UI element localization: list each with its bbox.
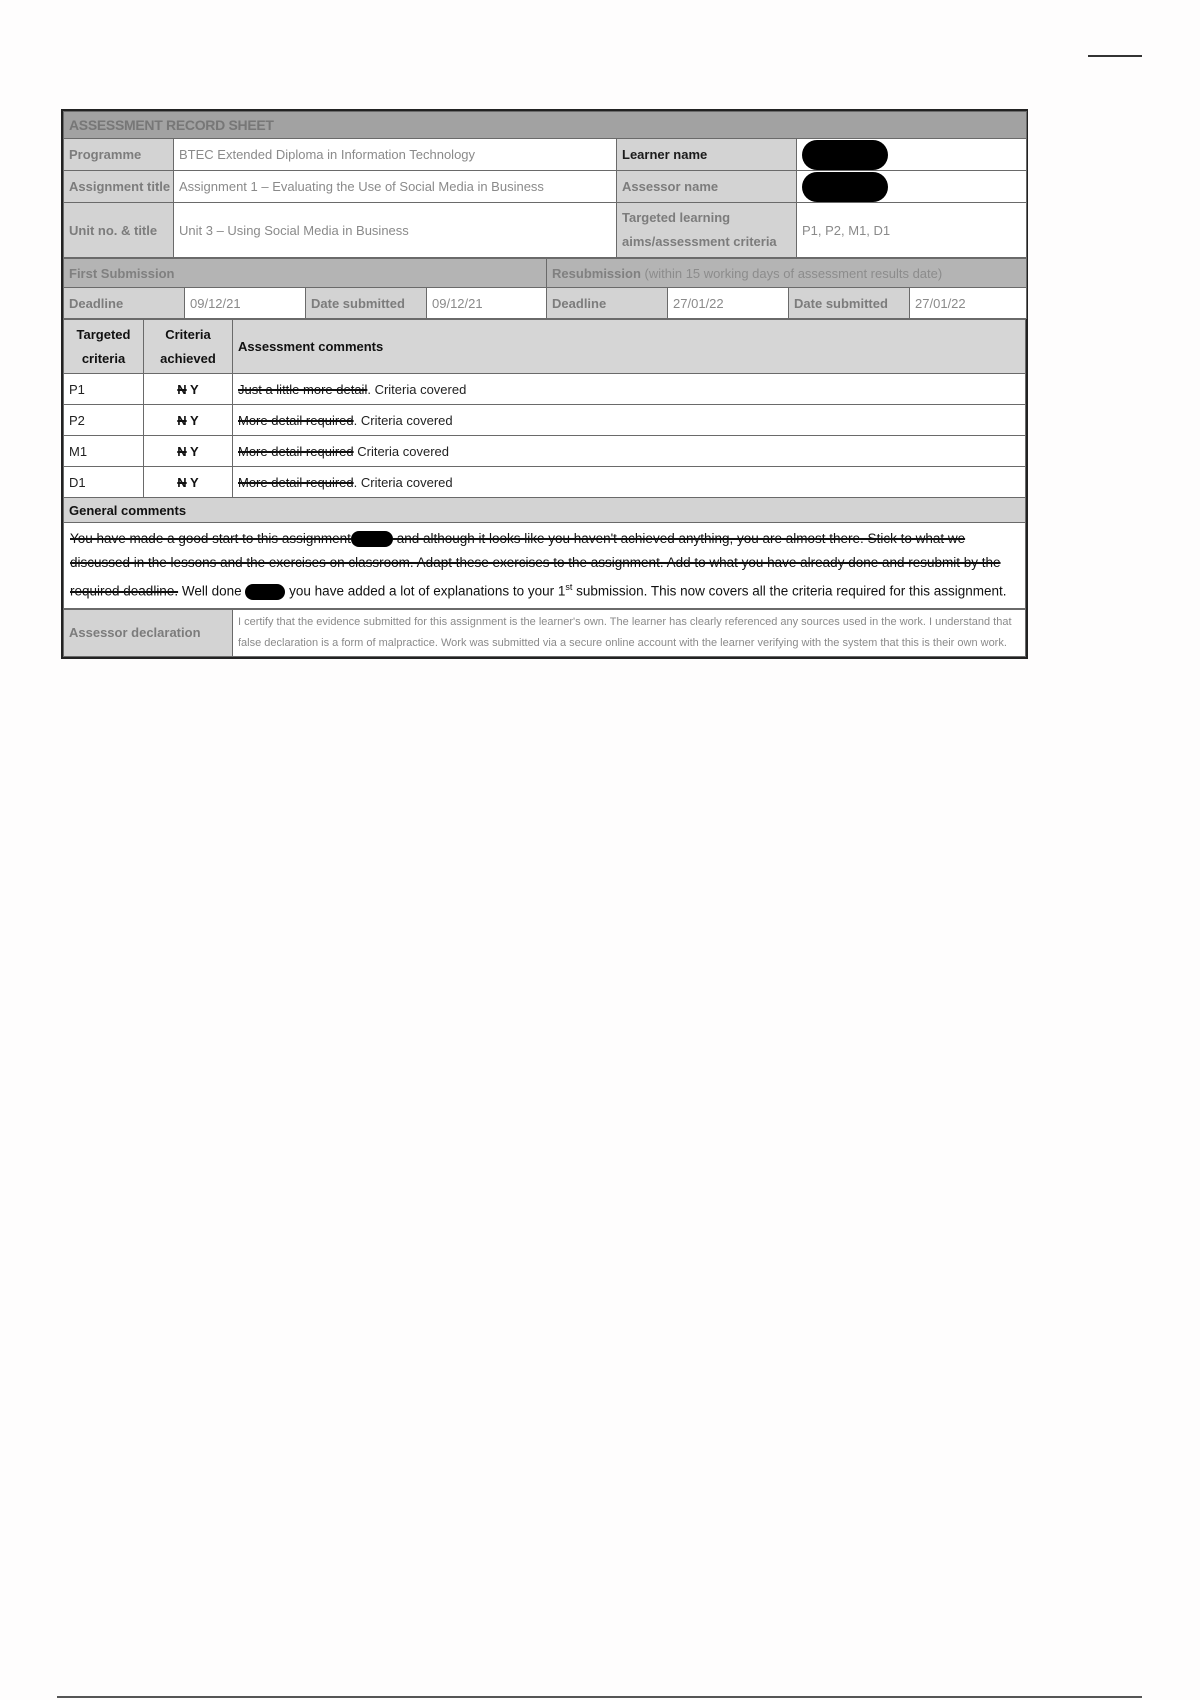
col-header-assessment-comments: Assessment comments bbox=[233, 320, 1026, 374]
first-deadline-label: Deadline bbox=[64, 288, 185, 319]
comment-text: . Criteria covered bbox=[353, 474, 453, 490]
struck-comment: More detail required bbox=[238, 474, 354, 490]
resubmission-label: Resubmission bbox=[552, 265, 641, 281]
general-text-3: submission. This now covers all the criteria required for this assignment. bbox=[572, 583, 1007, 599]
table-row bbox=[64, 374, 1026, 405]
general-text-1: Well done bbox=[178, 583, 242, 599]
criteria-table bbox=[63, 319, 1026, 609]
assessment-record-sheet bbox=[61, 109, 1028, 659]
struck-general-1: You have made a good start to this assignment bbox=[70, 531, 351, 546]
struck-achieved: N bbox=[177, 443, 187, 459]
general-comments-label: General comments bbox=[64, 498, 1026, 523]
comment-text: Criteria covered bbox=[353, 443, 449, 459]
redaction-mark bbox=[351, 531, 393, 547]
assessment-comment bbox=[233, 405, 1026, 436]
redaction-mark bbox=[802, 140, 888, 170]
table-row bbox=[64, 405, 1026, 436]
criteria-achieved bbox=[144, 374, 233, 405]
criteria-achieved bbox=[144, 405, 233, 436]
struck-achieved: N bbox=[177, 381, 187, 397]
first-submission-header: First Submission bbox=[64, 259, 547, 288]
criteria-code: P2 bbox=[64, 405, 144, 436]
assessor-name-value bbox=[797, 171, 1027, 203]
redaction-mark bbox=[245, 584, 285, 600]
assessor-declaration-label: Assessor declaration bbox=[64, 609, 233, 656]
comment-text: . Criteria covered bbox=[353, 412, 453, 428]
submission-table bbox=[63, 258, 1027, 319]
assessment-comment bbox=[233, 436, 1026, 467]
struck-comment: More detail required bbox=[238, 443, 354, 459]
learner-name-value bbox=[797, 139, 1027, 171]
first-deadline-value: 09/12/21 bbox=[185, 288, 306, 319]
comment-text: . Criteria covered bbox=[367, 381, 467, 397]
first-date-submitted-label: Date submitted bbox=[306, 288, 427, 319]
resub-deadline-value: 27/01/22 bbox=[668, 288, 789, 319]
struck-general-2: and although it looks like you haven't achieved anything, you are almost there. Stick to what we discussed in the lessons and the exercises on classroom. Adapt these exercises to the assignment. Add to what you have already done and resubmit by the required deadline. bbox=[70, 531, 1001, 599]
col-header-targeted-criteria: Targeted criteria bbox=[64, 320, 144, 374]
criteria-code: P1 bbox=[64, 374, 144, 405]
struck-comment: More detail required bbox=[238, 412, 354, 428]
resubmission-note: (within 15 working days of assessment results date) bbox=[644, 265, 943, 281]
col-header-criteria-achieved: Criteria achieved bbox=[144, 320, 233, 374]
general-superscript: st bbox=[565, 582, 573, 592]
programme-value: BTEC Extended Diploma in Information Technology bbox=[174, 139, 617, 171]
criteria-achieved bbox=[144, 467, 233, 498]
table-row bbox=[64, 467, 1026, 498]
resub-date-submitted-label: Date submitted bbox=[789, 288, 910, 319]
targeted-criteria-value: P1, P2, M1, D1 bbox=[797, 203, 1027, 258]
achieved-value: Y bbox=[190, 412, 199, 428]
struck-achieved: N bbox=[177, 474, 187, 490]
sheet-title: ASSESSMENT RECORD SHEET bbox=[64, 112, 1027, 139]
achieved-value: Y bbox=[190, 443, 199, 459]
assessor-name-label: Assessor name bbox=[617, 171, 797, 203]
learner-name-label: Learner name bbox=[617, 139, 797, 171]
struck-comment: Just a little more detail bbox=[238, 381, 368, 397]
first-date-submitted-value: 09/12/21 bbox=[427, 288, 547, 319]
top-rule bbox=[1088, 55, 1142, 57]
table-row bbox=[64, 436, 1026, 467]
achieved-value: Y bbox=[190, 474, 199, 490]
assessment-comment bbox=[233, 374, 1026, 405]
assignment-title-value: Assignment 1 – Evaluating the Use of Social Media in Business bbox=[174, 171, 617, 203]
criteria-code: D1 bbox=[64, 467, 144, 498]
targeted-criteria-label: Targeted learning aims/assessment criteria bbox=[617, 203, 797, 258]
assessment-comment bbox=[233, 467, 1026, 498]
resubmission-header bbox=[547, 259, 1027, 288]
redaction-mark bbox=[802, 172, 888, 202]
header-table bbox=[63, 111, 1027, 258]
criteria-code: M1 bbox=[64, 436, 144, 467]
unit-label: Unit no. & title bbox=[64, 203, 174, 258]
struck-achieved: N bbox=[177, 412, 187, 428]
general-text-2: you have added a lot of explanations to your 1 bbox=[285, 583, 566, 599]
resub-date-submitted-value: 27/01/22 bbox=[910, 288, 1027, 319]
declaration-table bbox=[63, 609, 1026, 657]
bottom-rule bbox=[57, 1696, 1142, 1698]
programme-label: Programme bbox=[64, 139, 174, 171]
achieved-value: Y bbox=[190, 381, 199, 397]
unit-value: Unit 3 – Using Social Media in Business bbox=[174, 203, 617, 258]
resub-deadline-label: Deadline bbox=[547, 288, 668, 319]
criteria-achieved bbox=[144, 436, 233, 467]
general-comments-body bbox=[64, 523, 1026, 609]
assessor-declaration-text: I certify that the evidence submitted for this assignment is the learner's own. The learner has clearly referenced any sources used in the work. I understand that false declaration is a form of malpractice. Work was submitted via a secure online account with the learner verifying with the system that this is their own work. bbox=[233, 609, 1026, 656]
assignment-title-label: Assignment title bbox=[64, 171, 174, 203]
